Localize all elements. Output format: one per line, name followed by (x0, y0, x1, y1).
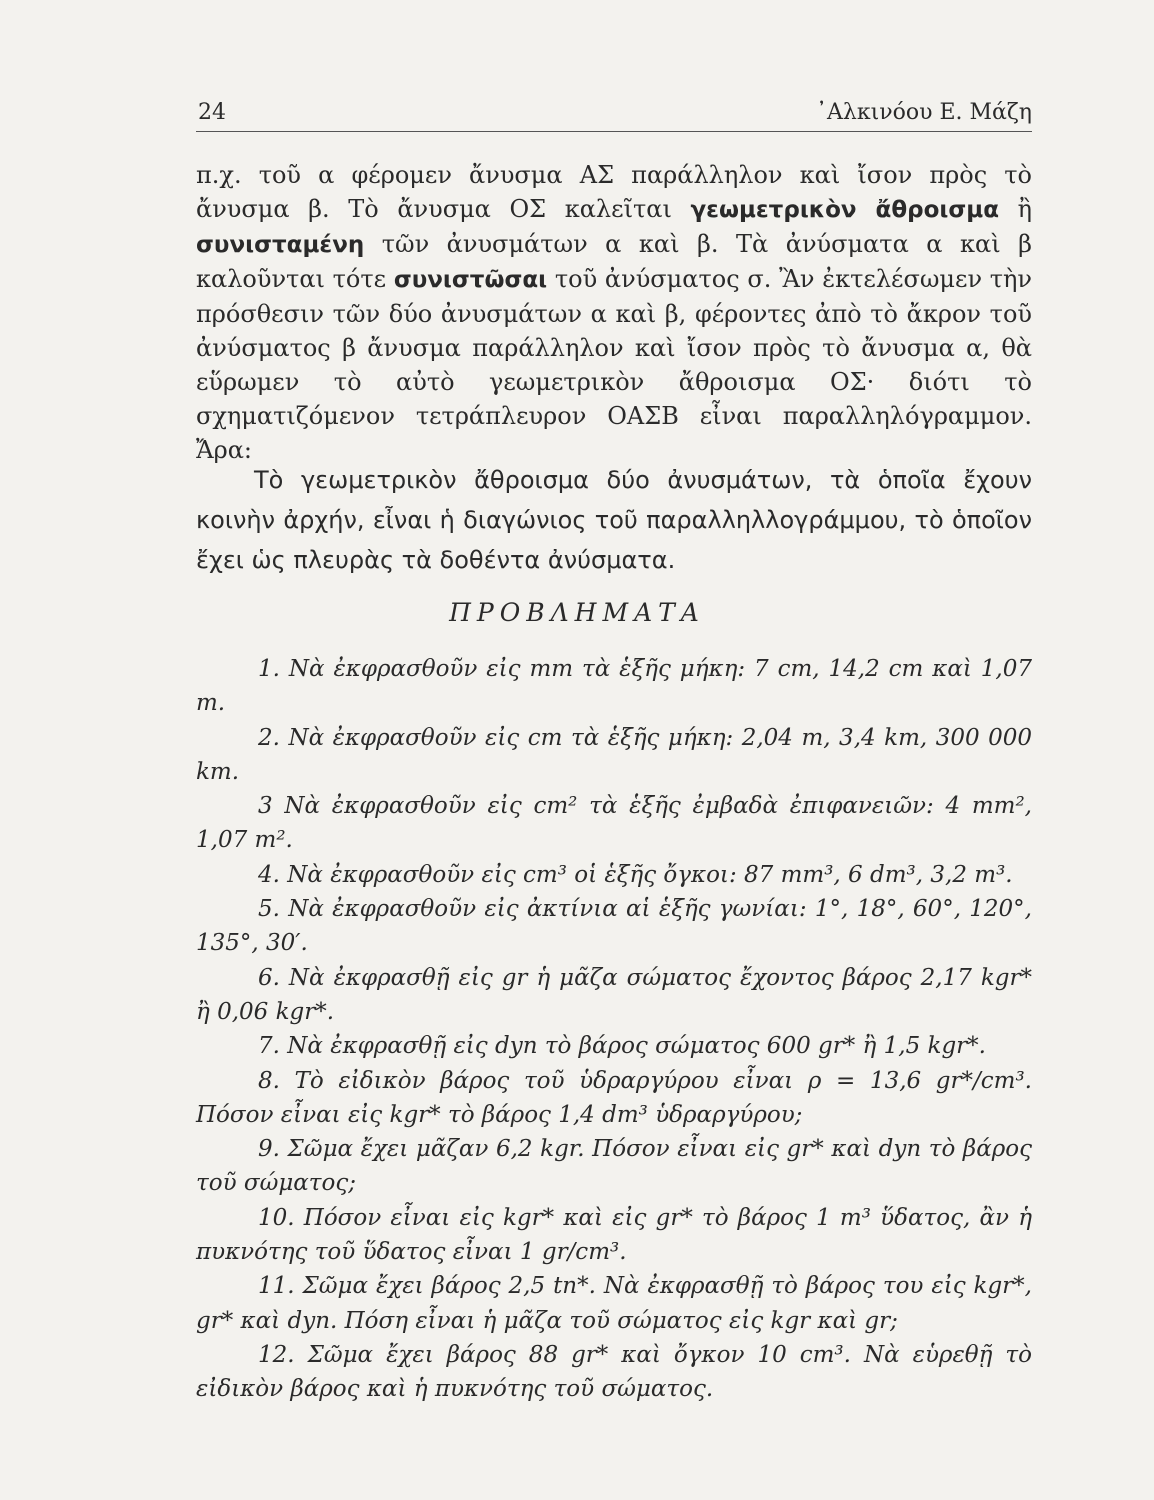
problem-item: 1. Νὰ ἐκφρασθοῦν εἰς mm τὰ ἑξῆς μήκη: 7 cm, 14,2 cm καὶ 1,07 m. (196, 656, 1032, 717)
problem-item: 7. Νὰ ἐκφρασθῇ εἰς dyn τὸ βάρος σώματος 600 gr* ἢ 1,5 kgr*. (258, 1033, 986, 1060)
problem-item: 10. Πόσον εἶναι εἰς kgr* καὶ εἰς gr* τὸ βάρος 1 m³ ὕδατος, ἂν ἡ πυκνότης τοῦ ὕδατος εἶναι 1 gr/cm³. (196, 1204, 1032, 1266)
problem-item: 2. Νὰ ἐκφρασθοῦν εἰς cm τὰ ἑξῆς μήκη: 2,04 m, 3,4 km, 300 000 km. (196, 724, 1032, 785)
problem-item: 8. Τὸ εἰδικὸν βάρος τοῦ ὑδραργύρου εἶναι ρ = 13,6 gr*/cm³. Πόσον εἶναι εἰς kgr* τὸ βάρος 1,4 dm³ ὑδραργύρου; (196, 1067, 1032, 1128)
section-title: ΠΡΟΒΛΗΜΑΤΑ (449, 598, 705, 627)
body-text-2: ἢ (999, 195, 1033, 223)
body-text-1: π.χ. τοῦ α φέρομεν ἄνυσμα ΑΣ παράλληλον καὶ ἴσον πρὸς τὸ ἄνυσμα β. Τὸ ἄνυσμα ΟΣ καλεῖται (196, 161, 1032, 223)
problem-item: 4. Νὰ ἐκφρασθοῦν εἰς cm³ οἱ ἑξῆς ὄγκοι: 87 mm³, 6 dm³, 3,2 m³. (258, 861, 1013, 888)
body-text-4: τοῦ ἀνύσματος σ. Ἂν ἐκτελέσωμεν τὴν πρόσθεσιν τῶν δύο ἀνυσμάτων α καὶ β, φέροντες ἀπὸ τὸ ἄκρον τοῦ ἀνύσματος β ἄνυσμα παράλληλον καὶ ἴσον πρὸς τὸ ἄνυσμα α, θὰ εὕρωμεν τὸ αὐτὸ γεωμετρικὸν ἄθροισμα ΟΣ· διότι τὸ σχηματιζόμενον τετράπλευρον ΟΑΣΒ εἶναι παραλληλόγραμμον. Ἄρα: (196, 265, 1032, 464)
problem-list (196, 652, 1032, 1407)
problem-item: 11. Σῶμα ἔχει βάρος 2,5 tn*. Νὰ ἐκφρασθῇ τὸ βάρος του εἰς kgr*, gr* καὶ dyn. Πόση εἶναι ἡ μᾶζα τοῦ σώματος εἰς kgr καὶ gr; (196, 1273, 1032, 1334)
problem-item: 6. Νὰ ἐκφρασθῇ εἰς gr ἡ μᾶζα σώματος ἔχοντος βάρος 2,17 kgr* ἢ 0,06 kgr*. (196, 964, 1032, 1025)
problem-item: 3 Νὰ ἐκφρασθοῦν εἰς cm² τὰ ἑξῆς ἐμβαδὰ ἐπιφανειῶν: 4 mm², 1,07 m². (196, 793, 1032, 854)
term-resultant: συνισταμένη (196, 232, 365, 258)
problem-item: 5. Νὰ ἐκφρασθοῦν εἰς ἀκτίνια αἱ ἑξῆς γωνίαι: 1°, 18°, 60°, 120°, 135°, 30′. (196, 896, 1032, 957)
running-head (196, 96, 1032, 136)
theorem-text: Τὸ γεωμετρικὸν ἄθροισμα δύο ἀνυσμάτων, τὰ ὁποῖα ἔχουν κοινὴν ἀρχήν, εἶναι ἡ διαγώνιος τοῦ παραλληλλογράμμου, τὸ ὁποῖον ἔχει ὡς πλευρὰς τὰ δοθέντα ἀνύσματα. (196, 466, 1032, 574)
problem-item: 9. Σῶμα ἔχει μᾶζαν 6,2 kgr. Πόσον εἶναι εἰς gr* καὶ dyn τὸ βάρος τοῦ σώματος; (196, 1136, 1032, 1197)
running-head-author: ᾿Αλκινόου Ε. Μάζη (816, 100, 1032, 125)
body-text-3: τῶν ἀνυσμάτων α καὶ β. Τὰ ἀνύσματα α καὶ β καλοῦνται τότε (196, 230, 1032, 293)
problem-item: 12. Σῶμα ἔχει βάρος 88 gr* καὶ ὄγκον 10 cm³. Νὰ εὑρεθῇ τὸ εἰδικὸν βάρος καὶ ἡ πυκνότης τοῦ σώματος. (196, 1341, 1032, 1403)
header-rule (196, 131, 1032, 132)
page-number: 24 (198, 100, 226, 125)
body-paragraph (196, 158, 1032, 467)
term-components: συνιστῶσαι (393, 267, 548, 293)
term-geometric-sum: γεωμετρικὸν ἄθροισμα (690, 197, 1000, 223)
theorem-statement (196, 460, 1032, 580)
